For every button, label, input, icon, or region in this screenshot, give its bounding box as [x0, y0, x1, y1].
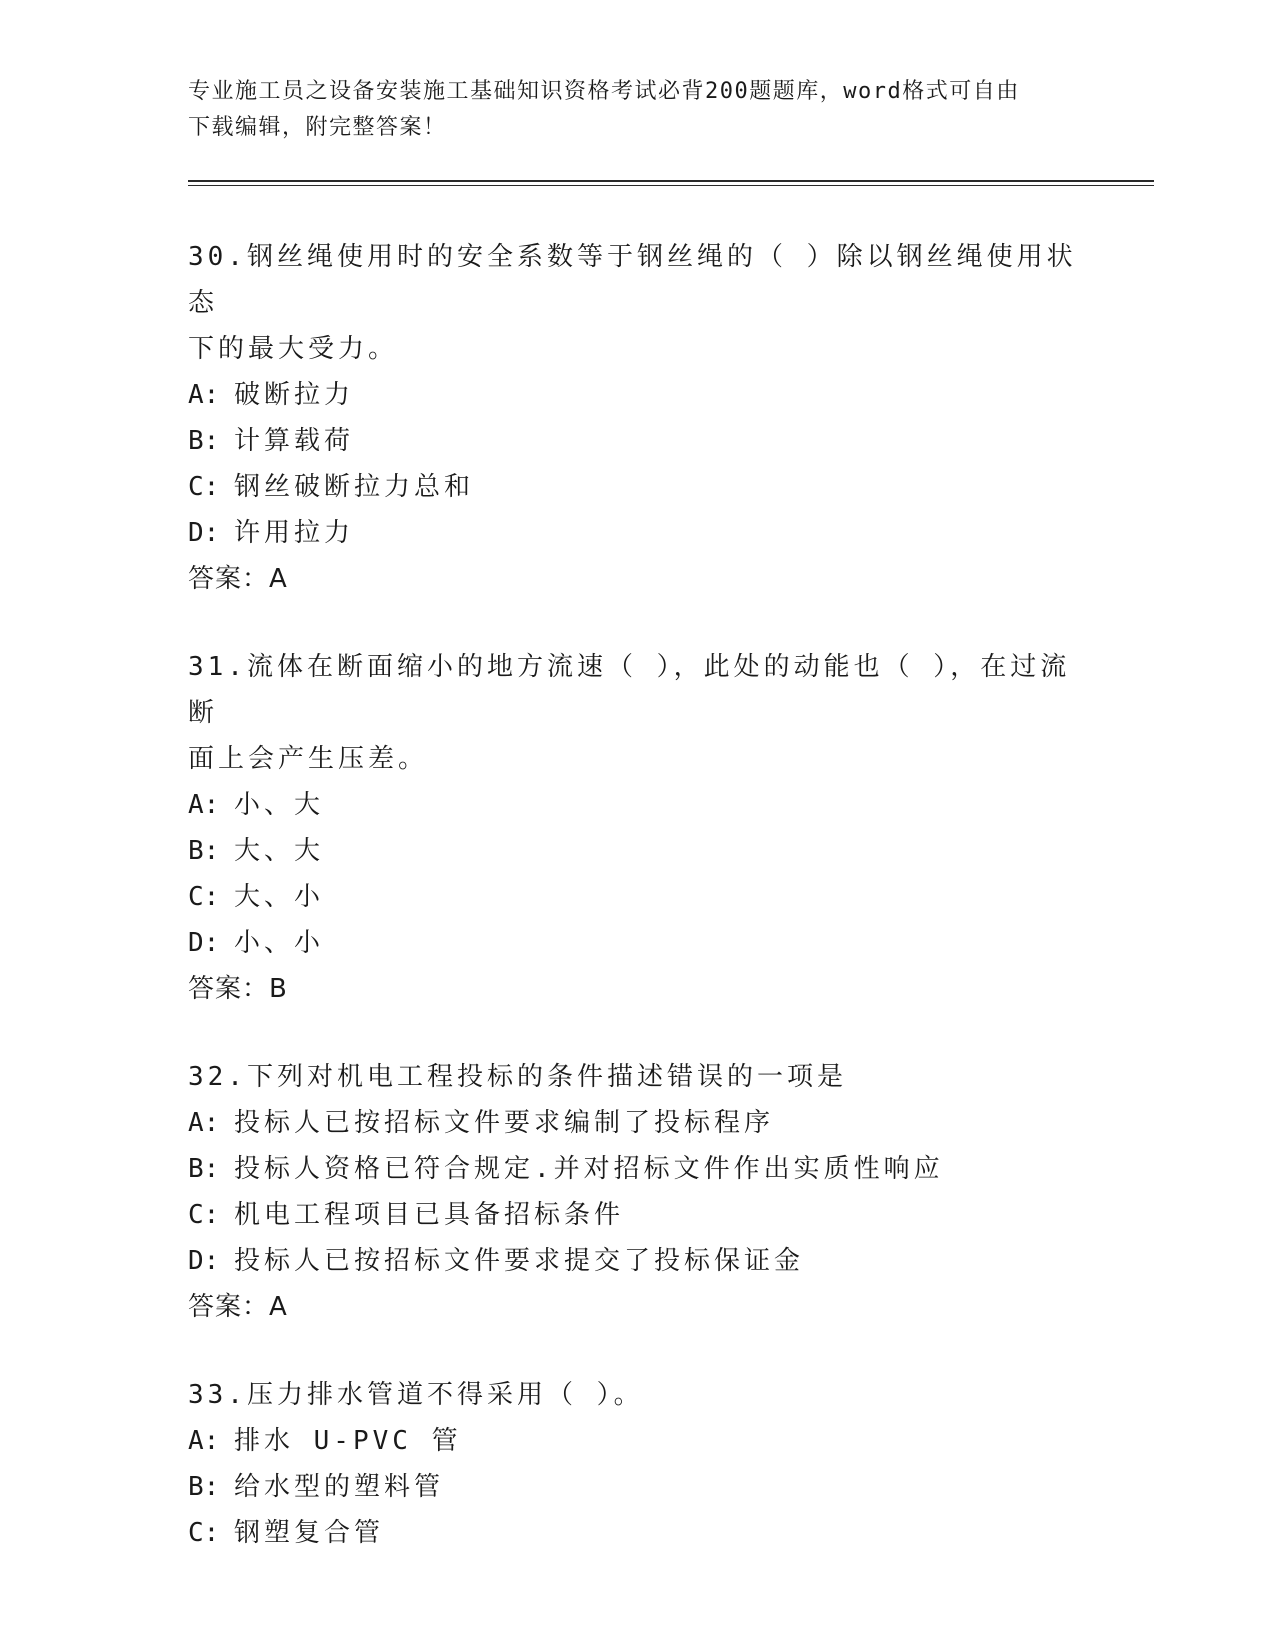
option-text: 许用拉力 — [234, 518, 355, 548]
option-c — [188, 464, 1088, 510]
option-text: 小、小 — [234, 928, 325, 958]
header-rule-thick — [188, 180, 1154, 182]
question-line: 30.钢丝绳使用时的安全系数等于钢丝绳的（ ）除以钢丝绳使用状态 — [188, 242, 1077, 318]
option-letter: A: — [188, 790, 220, 820]
option-letter: B: — [188, 836, 220, 866]
document-header — [188, 74, 1068, 146]
option-c — [188, 1192, 1088, 1238]
header-line-1: 专业施工员之设备安装施工基础知识资格考试必背200题题库，word格式可自由 — [188, 79, 1020, 104]
option-text: 钢塑复合管 — [234, 1518, 385, 1548]
option-a — [188, 782, 1088, 828]
option-letter: D: — [188, 928, 220, 958]
option-text: 投标人资格已符合规定.并对招标文件作出实质性响应 — [234, 1154, 944, 1184]
option-d — [188, 920, 1088, 966]
question-line: 33.压力排水管道不得采用（ ）。 — [188, 1380, 644, 1410]
option-letter: C: — [188, 1518, 220, 1548]
question-text — [188, 1054, 1088, 1100]
question-text — [188, 1372, 1088, 1418]
question-text — [188, 644, 1088, 782]
option-letter: D: — [188, 1246, 220, 1276]
option-letter: D: — [188, 518, 220, 548]
option-b — [188, 828, 1088, 874]
option-text: 排水 U-PVC 管 — [234, 1426, 462, 1456]
option-b — [188, 418, 1088, 464]
question-line: 31.流体在断面缩小的地方流速（ ），此处的动能也（ ），在过流断 — [188, 652, 1071, 728]
option-c — [188, 874, 1088, 920]
answer-label: 答案：A — [188, 1292, 288, 1322]
option-letter: B: — [188, 1472, 220, 1502]
option-letter: A: — [188, 380, 220, 410]
question-line: 面上会产生压差。 — [188, 744, 429, 774]
answer-label: 答案：A — [188, 564, 288, 594]
option-letter: C: — [188, 882, 220, 912]
question-33 — [188, 1372, 1088, 1556]
option-text: 投标人已按招标文件要求提交了投标保证金 — [234, 1246, 805, 1276]
header-line-2: 下载编辑，附完整答案！ — [188, 115, 447, 140]
option-a — [188, 372, 1088, 418]
option-d — [188, 510, 1088, 556]
question-list — [188, 234, 1088, 1598]
header-rule-thin — [188, 185, 1154, 186]
option-letter: A: — [188, 1426, 220, 1456]
option-b — [188, 1146, 1088, 1192]
option-letter: B: — [188, 426, 220, 456]
option-letter: A: — [188, 1108, 220, 1138]
question-32 — [188, 1054, 1088, 1330]
question-31 — [188, 644, 1088, 1012]
option-text: 计算载荷 — [234, 426, 355, 456]
option-d — [188, 1238, 1088, 1284]
option-text: 给水型的塑料管 — [234, 1472, 445, 1502]
option-letter: B: — [188, 1154, 220, 1184]
option-c — [188, 1510, 1088, 1556]
answer-label: 答案：B — [188, 974, 288, 1004]
option-letter: C: — [188, 1200, 220, 1230]
option-b — [188, 1464, 1088, 1510]
option-text: 大、小 — [234, 882, 325, 912]
question-line: 下的最大受力。 — [188, 334, 399, 364]
option-a — [188, 1418, 1088, 1464]
option-text: 小、大 — [234, 790, 325, 820]
option-a — [188, 1100, 1088, 1146]
option-letter: C: — [188, 472, 220, 502]
question-text — [188, 234, 1088, 372]
option-text: 投标人已按招标文件要求编制了投标程序 — [234, 1108, 775, 1138]
question-30 — [188, 234, 1088, 602]
option-text: 钢丝破断拉力总和 — [234, 472, 475, 502]
question-line: 32.下列对机电工程投标的条件描述错误的一项是 — [188, 1062, 847, 1092]
option-text: 大、大 — [234, 836, 325, 866]
option-text: 机电工程项目已具备招标条件 — [234, 1200, 625, 1230]
option-text: 破断拉力 — [234, 380, 355, 410]
